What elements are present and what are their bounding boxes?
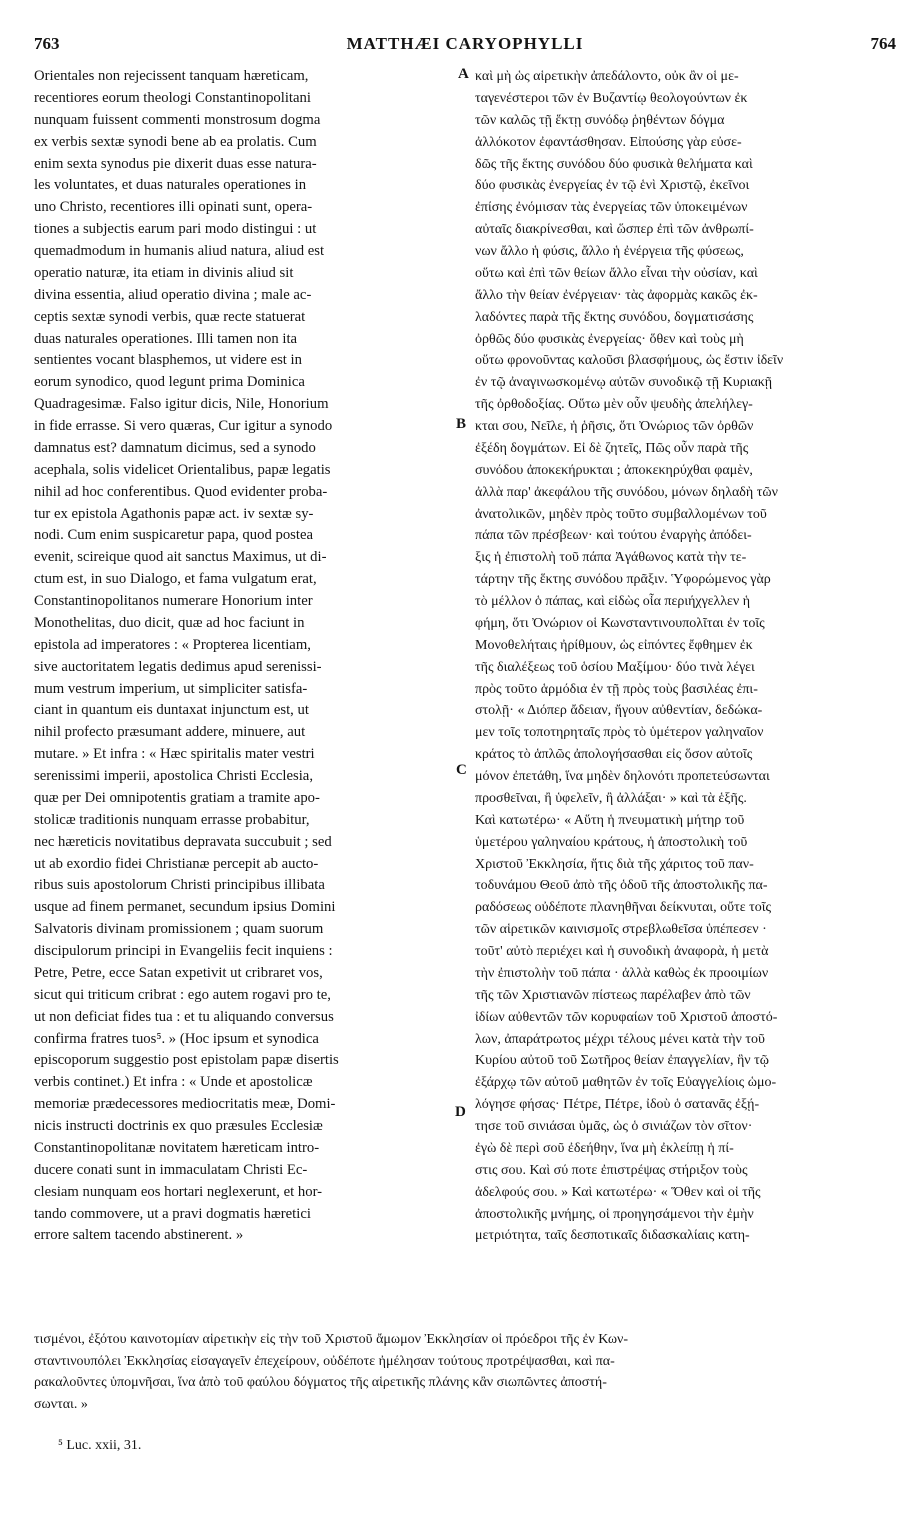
greek-text-line: τῆς διαλέξεως τοῦ ὁσίου Μαξίμου· δύο τινὰ λέγει bbox=[475, 659, 755, 675]
latin-text-line: ribus suis apostolorum Christi principibus illibata bbox=[34, 877, 325, 894]
greek-text-line: ἀλλόκοτον ἐφαντάσθησαν. Εἰπούσης γὰρ εὐσε- bbox=[475, 134, 742, 150]
greek-text-line: ἀνατολικῶν, μηδὲν πρὸς τοῦτο συμβαλλομένων τοῦ bbox=[475, 506, 767, 522]
latin-text-line: verbis continet.) Et infra : « Unde et apostolicæ bbox=[34, 1074, 313, 1091]
greek-text-line: οὕτω φρονοῦντας καλοῦσι βλασφήμους, ὡς ἔστιν ἰδεῖν bbox=[475, 353, 784, 369]
greek-text-line: τοδυνάμου Θεοῦ ἀπὸ τῆς ὁδοῦ τῆς ἀποστολικῆς πα- bbox=[475, 878, 768, 894]
latin-text-line: memoriæ prædecessores mediocritatis meæ, Domi- bbox=[34, 1096, 336, 1113]
latin-text-line: ctum est, in suo Dialogo, et fama vulgatum erat, bbox=[34, 571, 317, 588]
latin-text-line: Quadragesimæ. Falso igitur dicis, Nile, Honorium bbox=[34, 396, 329, 413]
latin-text-line: serenissimi imperii, apostolica Christi Ecclesia, bbox=[34, 768, 313, 784]
latin-text-line: in fide errasse. Si vero quæras, Cur igitur a synodo bbox=[34, 418, 333, 434]
greek-text-line: στις σου. Καὶ σύ ποτε ἐπιστρέψας στήριξον τοὺς bbox=[475, 1162, 748, 1178]
greek-text-line: ἀδελφούς σου. » Καὶ κατωτέρω· « Ὅθεν καὶ οἱ τῆς bbox=[475, 1184, 761, 1200]
greek-text-line: τὸ μέλλον ὁ πάπας, καὶ εἰδὼς οἷα περιήχγελλεν ἡ bbox=[475, 594, 751, 609]
greek-text-line: Καὶ κατωτέρω· « Αὕτη ἡ πνευματικὴ μήτηρ τοῦ bbox=[475, 812, 745, 828]
greek-text-line: ὑμετέρου γαληναίου κράτους, ἡ ἀποστολικὴ τοῦ bbox=[475, 834, 748, 850]
greek-text-line: λόγησε φήσας· Πέτρε, Πέτρε, ἰδοὺ ὁ σατανᾶς ἐξῄ- bbox=[475, 1097, 760, 1113]
greek-text-line: τῆς ὀρθοδοξίας. Οὕτω μὲν οὖν ψευδὴς ἀπελήλεγ- bbox=[475, 397, 753, 413]
latin-text-line: nihil profecto præsumant addere, minuere, aut bbox=[34, 724, 306, 741]
greek-text-line: ἀποστολικῆς μνήμης, οἱ προηγησάμενοι τὴν ἐμὴν bbox=[475, 1206, 754, 1222]
greek-text-line: δύο φυσικὰς ἐνεργείας ἐν τῷ ἑνὶ Χριστῷ, ἐκεῖνοι bbox=[475, 178, 750, 194]
greek-text-line: ξις ἡ ἐπιστολὴ τοῦ πάπα Ἀγάθωνος κατὰ τὴν τε- bbox=[475, 550, 747, 566]
latin-text-line: Constantinopolitanos numerare Honorium inter bbox=[34, 593, 313, 609]
greek-text-line: δῶς τῆς ἕκτης συνόδου δύο φυσικὰ θελήματα καὶ bbox=[475, 156, 753, 172]
greek-text-line: τάρτην τῆς ἕκτης συνόδου πρᾶξιν. Ὑφορώμενος γὰρ bbox=[475, 572, 771, 588]
greek-text-line: τῶν αἱρετικῶν καινισμοῖς στρεβλωθεῖσα ὑπέπεσεν · bbox=[475, 922, 767, 938]
section-marker-b: B bbox=[456, 416, 467, 432]
latin-text-line: tando commovere, ut a pravi dogmatis hæretici bbox=[34, 1205, 311, 1222]
latin-text-line: uno Christo, recentiores illi opinati sunt, opera- bbox=[34, 199, 313, 216]
latin-text-line: recentiores eorum theologi Constantinopolitani bbox=[34, 89, 311, 106]
greek-text-line: λαδόντες παρὰ τῆς ἕκτης συνόδου, δογματισάσης bbox=[475, 309, 754, 325]
latin-text-line: sentientes vocant blasphemos, ut videre est in bbox=[34, 352, 302, 369]
greek-text-line: τῶν καλῶς τῇ ἕκτῃ συνόδῳ ῥηθέντων δόγμα bbox=[475, 112, 725, 128]
greek-text-line: ἐν τῷ ἀναγινωσκομένῳ αὐτῶν συνοδικῷ τῇ Κυριακῇ bbox=[475, 375, 773, 391]
latin-text-line: evenit, scireique quod ait sanctus Maximus, ut di- bbox=[34, 549, 327, 566]
section-marker-d: D bbox=[455, 1104, 466, 1120]
latin-text-line: nodi. Cum enim suspicaretur papa, quod postea bbox=[34, 527, 314, 544]
greek-text-line: ταγενέστεροι τῶν ἐν Βυζαντίῳ θεολογούντων ἐκ bbox=[475, 90, 748, 106]
latin-text-line: ut non deficiat fides tua : et tu aliquando conversus bbox=[34, 1008, 334, 1025]
latin-column bbox=[34, 66, 454, 1247]
latin-text-line: Monothelitas, duo dicit, quæ ad hoc faciunt in bbox=[34, 614, 305, 631]
greek-continuation-line: σταντινουπόλει Ἐκκλησίας εἰσαγαγεῖν ἐπεχείρουν, οὐδέποτε ἠμέλησαν τούτους προτρέψασθαι, καὶ πα- bbox=[34, 1353, 615, 1369]
latin-text-line: ciant in quantum eis duntaxat injunctum est, ut bbox=[34, 702, 309, 719]
running-title: MATTHÆI CARYOPHYLLI bbox=[346, 34, 584, 53]
greek-text-line: τὴν ἐπιστολὴν τοῦ πάπα · ἀλλὰ καθὼς ἐκ προοιμίων bbox=[475, 965, 769, 981]
greek-text-line: ἐξάρχῳ τῶν αὐτοῦ μαθητῶν ἐν τοῖς Εὐαγγελίοις ὡμο- bbox=[475, 1075, 777, 1091]
latin-text-line: Petre, Petre, ecce Satan expetivit ut cribraret vos, bbox=[34, 964, 323, 981]
latin-text-line: tur ex epistola Agathonis papæ act. iv sextæ sy- bbox=[34, 505, 314, 522]
latin-text-line: sicut qui triticum cribrat : ego autem rogavi pro te, bbox=[34, 986, 331, 1003]
latin-text-line: les voluntates, et duas naturales operationes in bbox=[34, 177, 307, 194]
latin-text-line: ut ab exordio fidei Christianæ percepit ab aucto- bbox=[34, 855, 319, 872]
latin-text-line: ceptis sextæ synodi verbis, quæ recte statuerat bbox=[34, 308, 306, 325]
latin-text-line: ducere conati sunt in immaculatam Christi Ec- bbox=[34, 1161, 308, 1178]
greek-text-line: ἄλλο τὴν θείαν ἐνέργειαν· τὰς ἀφορμὰς κακῶς ἐκ- bbox=[475, 287, 758, 303]
greek-text-line: φήμη, ὅτι Ὀνώριον οἱ Κωνσταντινουπολῖται ἐν τοῖς bbox=[475, 615, 765, 631]
footnote: ⁵ Luc. xxii, 31. bbox=[58, 1438, 142, 1453]
greek-text-line: ἐγὼ δὲ περὶ σοῦ ἐδεήθην, ἵνα μὴ ἐκλείπῃ ἡ πί- bbox=[475, 1140, 734, 1156]
greek-text-line: πάπα τῶν πρέσβεων· καὶ τούτου ἐναργὴς ἀπόδει- bbox=[475, 528, 752, 544]
greek-continuation-line: σωνται. » bbox=[34, 1396, 88, 1412]
greek-text-line: μόνον ἐπετάθη, ἵνα μηδὲν δηλονότι προπετεύσωνται bbox=[475, 769, 770, 784]
page-header bbox=[34, 34, 896, 58]
latin-text-line: discipulorum principi in Evangeliis fecit inquiens : bbox=[34, 943, 333, 959]
greek-text-line: τοῦτ' αὐτὸ περιέχει καὶ ἡ συνοδικὴ ἀναφορὰ, ἡ μετὰ bbox=[475, 944, 769, 959]
greek-text-line: αὐταῖς διακρίνεσθαι, καὶ ὥσπερ ἐπὶ τῶν ἀνθρωπί- bbox=[475, 222, 754, 238]
latin-text-line: confirma fratres tuos⁵. » (Hoc ipsum et synodica bbox=[34, 1030, 319, 1047]
greek-text-line: ἰδίων αὐθεντῶν τῶν κορυφαίων τοῦ Χριστοῦ ἀποστό- bbox=[475, 1009, 778, 1025]
greek-text-line: στολῇ· « Διόπερ ἄδειαν, ἤγουν αὐθεντίαν, δεδώκα- bbox=[475, 703, 763, 719]
greek-text-line: προσθεῖναι, ἢ ὑφελεῖν, ἢ ἀλλάξαι· » καὶ τὰ ἑξῆς. bbox=[475, 790, 747, 806]
latin-text-line: nihil ad hoc conferentibus. Quod evidenter proba- bbox=[34, 483, 328, 500]
greek-text-line: καὶ μὴ ὡς αἱρετικὴν ἀπεδάλοντο, οὐκ ἂν οἱ με- bbox=[475, 69, 739, 84]
greek-text-line: Χριστοῦ Ἐκκλησία, ἥτις διὰ τῆς χάριτος τοῦ παν- bbox=[475, 856, 754, 872]
greek-column bbox=[475, 66, 883, 1247]
greek-text-line: μεν τοῖς τοποτηρηταῖς πρὸς τὸ ὑμέτερον γαληναῖον bbox=[475, 725, 764, 741]
greek-text-line: ἀλλὰ παρ' ἀκεφάλου τῆς συνόδου, μόνων δηλαδὴ τῶν bbox=[475, 484, 778, 500]
greek-text-line: νων ἄλλο ἡ φύσις, ἄλλο ἡ ἐνέργεια τῆς φύσεως, bbox=[475, 244, 744, 259]
left-page-number: 763 bbox=[34, 34, 60, 53]
greek-text-line: συνόδου ἀποκεκήρυκται ; ἀποκεκηρύχθαι φαμὲν, bbox=[475, 462, 753, 478]
greek-text-line: ἐξέδη δογμάτων. Εἰ δὲ ζητεῖς, Πῶς οὖν παρὰ τῆς bbox=[475, 440, 749, 456]
greek-text-line: τῆς τῶν Χριστιανῶν πίστεως παρέλαβεν ἀπὸ τῶν bbox=[475, 987, 751, 1003]
latin-text-line: usque ad finem permanet, secundum ipsius Domini bbox=[34, 899, 336, 916]
latin-text-line: damnatus est? damnatum dicimus, sed a synodo bbox=[34, 439, 316, 456]
greek-text-line: ἐπίσης ἐνόμισαν τὰς ἐνεργείας τῶν ὑποκειμένων bbox=[475, 200, 748, 216]
latin-text-line: duas naturales operationes. Illi tamen non ita bbox=[34, 330, 298, 347]
latin-text-line: Salvatoris divinam promissionem ; quam suorum bbox=[34, 921, 324, 938]
greek-text-line: κται σου, Νεῖλε, ἡ ῥῆσις, ὅτι Ὀνώριος τῶν ὀρθῶν bbox=[475, 419, 754, 434]
latin-text-line: nicis instructi doctrinis ex quo præsules Ecclesiæ bbox=[34, 1118, 323, 1134]
latin-text-line: nec hæreticis novitatibus depravata succubuit ; sed bbox=[34, 833, 332, 850]
latin-text-line: sive auctoritatem legatis dedimus apud serenissi- bbox=[34, 658, 322, 675]
latin-text-line: epistola ad imperatores : « Propterea licentiam, bbox=[34, 636, 311, 653]
latin-text-line: Orientales non rejecissent tanquam hæreticam, bbox=[34, 68, 309, 84]
greek-continuation-line: ρακαλοῦντες ὑπομνῆσαι, ἵνα ἀπὸ τοῦ φαύλου δόγματος τῆς αἱρετικῆς πλάνης κἂν σιωπῶντες ἀποστή- bbox=[34, 1375, 607, 1391]
greek-text-line: πρὸς τοῦτο ἁρμόδια ἐν τῇ πρὸς τοὺς βασιλέας ἐπι- bbox=[475, 681, 758, 697]
latin-text-line: mum vestrum imperium, ut simpliciter satisfa- bbox=[34, 680, 308, 697]
latin-text-line: clesiam nunquam eos hortari neglexerunt, et hor- bbox=[34, 1183, 323, 1200]
latin-text-line: stolicæ traditionis nunquam errasse probabitur, bbox=[34, 811, 310, 828]
greek-text-line: μετριότητα, ταῖς δεσποτικαῖς διδασκαλίαις κατη- bbox=[475, 1228, 750, 1244]
latin-text-line: tiones a subjectis earum pari modo distingui : ut bbox=[34, 221, 317, 238]
greek-text-line: τησε τοῦ σινιάσαι ὑμᾶς, ὡς ὁ σινιάζων τὸν σῖτον· bbox=[475, 1119, 753, 1134]
greek-text-line: κράτος τὸ ἁπλῶς ἀπολογήσασθαι εἰς ὅσον αὐτοῖς bbox=[475, 747, 753, 763]
latin-text-line: episcoporum suggestio post epistolam papæ disertis bbox=[34, 1052, 339, 1069]
latin-text-line: errore saltem tacendo abstinerent. » bbox=[34, 1227, 244, 1244]
latin-text-line: nunquam fuissent commenti monstrosum dogma bbox=[34, 111, 321, 128]
greek-text-line: Μονοθελήταις ἠρίθμουν, ὡς εἰπόντες ἔφθημεν ἐκ bbox=[475, 637, 753, 653]
greek-text-line: Κυρίου αὐτοῦ τοῦ Σωτῆρος θείαν ἐπαγγελίαν, ἣν τῷ bbox=[475, 1053, 769, 1069]
latin-text-line: quæ per Dei omnipotentis gratiam a tramite apo- bbox=[34, 789, 320, 806]
latin-text-line: Constantinopolitanæ novitatem hæreticam intro- bbox=[34, 1139, 320, 1156]
greek-text-line: ραδόσεως οὐδέποτε πλανηθῆναι δείκνυται, οὔτε τοῖς bbox=[475, 900, 772, 916]
latin-text-line: divina essentia, aliud operatio divina ; male ac- bbox=[34, 286, 312, 303]
section-marker-a: A bbox=[458, 66, 469, 82]
greek-text-line: ὀρθῶς δύο φυσικὰς ἐνεργείας· ὅθεν καὶ τοὺς μὴ bbox=[475, 331, 744, 347]
greek-text-line: λων, ἀπαράτρωτος μέχρι τέλους μένει κατὰ τὴν τοῦ bbox=[475, 1031, 765, 1047]
greek-continuation-line: τισμένοι, ἐξότου καινοτομίαν αἱρετικὴν εἰς τὴν τοῦ Χριστοῦ ἄμωμον Ἐκκλησίαν οἱ πρόεδροι τῆς ἐν Κων- bbox=[34, 1332, 629, 1347]
latin-text-line: acephala, solis videlicet Orientalibus, papæ legatis bbox=[34, 461, 331, 478]
latin-text-line: operatio naturæ, ita etiam in divinis aliud sit bbox=[34, 264, 294, 281]
section-marker-c: C bbox=[456, 762, 467, 778]
latin-text-line: ex verbis sextæ synodi bene ab ea prolatis. Cum bbox=[34, 133, 317, 150]
latin-text-line: eorum synodico, quod legunt prima Dominica bbox=[34, 374, 305, 391]
greek-text-line: οὕτω καὶ ἐπὶ τῶν θείων ἄλλο εἶναι τὴν οὐσίαν, καὶ bbox=[475, 265, 758, 281]
right-page-number: 764 bbox=[870, 34, 896, 53]
latin-text-line: enim sexta synodus pie dixerit duas esse natura- bbox=[34, 155, 317, 172]
full-width-continuation bbox=[34, 1329, 896, 1415]
latin-text-line: mutare. » Et infra : « Hæc spiritalis mater vestri bbox=[34, 746, 315, 763]
latin-text-line: quemadmodum in humanis aliud natura, aliud est bbox=[34, 243, 325, 259]
